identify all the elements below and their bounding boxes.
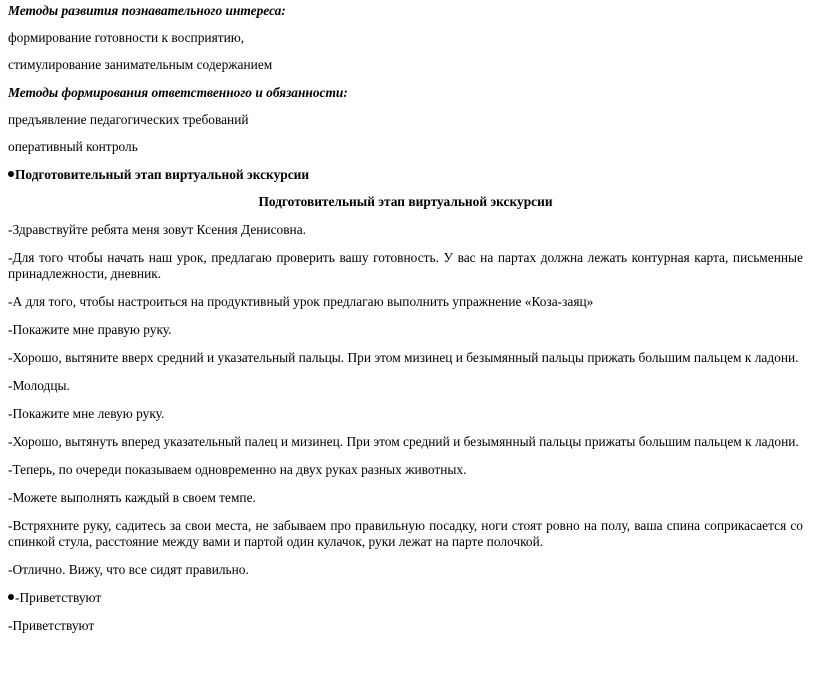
responsibility-method-item: оперативный контроль <box>8 139 138 154</box>
dialogue-line: -Теперь, по очереди показываем одновременно на двух руках разных животных. <box>8 462 467 477</box>
dialogue-line: -Хорошо, вытяните вверх средний и указательный пальцы. При этом мизинец и безымянный пальцы прижать большим пальцем к ладони. <box>8 350 799 365</box>
dialogue-line: -Отлично. Вижу, что все сидят правильно. <box>8 562 249 577</box>
closing-line: -Приветствуют <box>8 618 95 633</box>
bulleted-section-title-text: Подготовительный этап виртуальной экскурсии <box>15 167 310 182</box>
responsibility-method-item: предъявление педагогических требований <box>8 112 249 127</box>
dialogue-line: -Хорошо, вытянуть вперед указательный палец и мизинец. При этом средний и безымянный пальцы прижаты большим пальцем к ладони. <box>8 434 799 449</box>
dialogue-line: -Молодцы. <box>8 378 70 393</box>
document-page <box>8 0 803 634</box>
dialogue-line: -Для того чтобы начать наш урок, предлагаю проверить вашу готовность. У вас на партах должна лежать контурная карта, письменные принадлежности, дневник. <box>8 250 803 281</box>
dialogue-line: -Можете выполнять каждый в своем темпе. <box>8 490 256 505</box>
bullet-icon <box>8 594 14 600</box>
responsibility-methods-heading: Методы формирования ответственного и обязанности: <box>8 85 348 100</box>
interest-method-item: формирование готовности к восприятию, <box>8 30 245 45</box>
dialogue-line: -Покажите мне левую руку. <box>8 406 165 421</box>
dialogue-line: -А для того, чтобы настроиться на продуктивный урок предлагаю выполнить упражнение «Коза-заяц» <box>8 294 594 309</box>
dialogue-line: -Здравствуйте ребята меня зовут Ксения Денисовна. <box>8 222 307 237</box>
centered-section-title: Подготовительный этап виртуальной экскурсии <box>258 194 553 209</box>
bulleted-section-title <box>8 167 803 183</box>
interest-methods-heading: Методы развития познавательного интереса: <box>8 3 286 18</box>
dialogue-line: -Покажите мне правую руку. <box>8 322 172 337</box>
bulleted-closing-text: -Приветствуют <box>15 590 102 605</box>
dialogue-line: -Встряхните руку, садитесь за свои места, не забываем про правильную посадку, ноги стоят ровно на полу, ваша спина соприкасается со спинкой стула, расстояние между вами и партой один кулачок, руки лежат на парте полочкой. <box>8 518 803 549</box>
bullet-icon <box>8 171 14 177</box>
interest-method-item: стимулирование занимательным содержанием <box>8 57 273 72</box>
bulleted-closing-line <box>8 590 803 606</box>
